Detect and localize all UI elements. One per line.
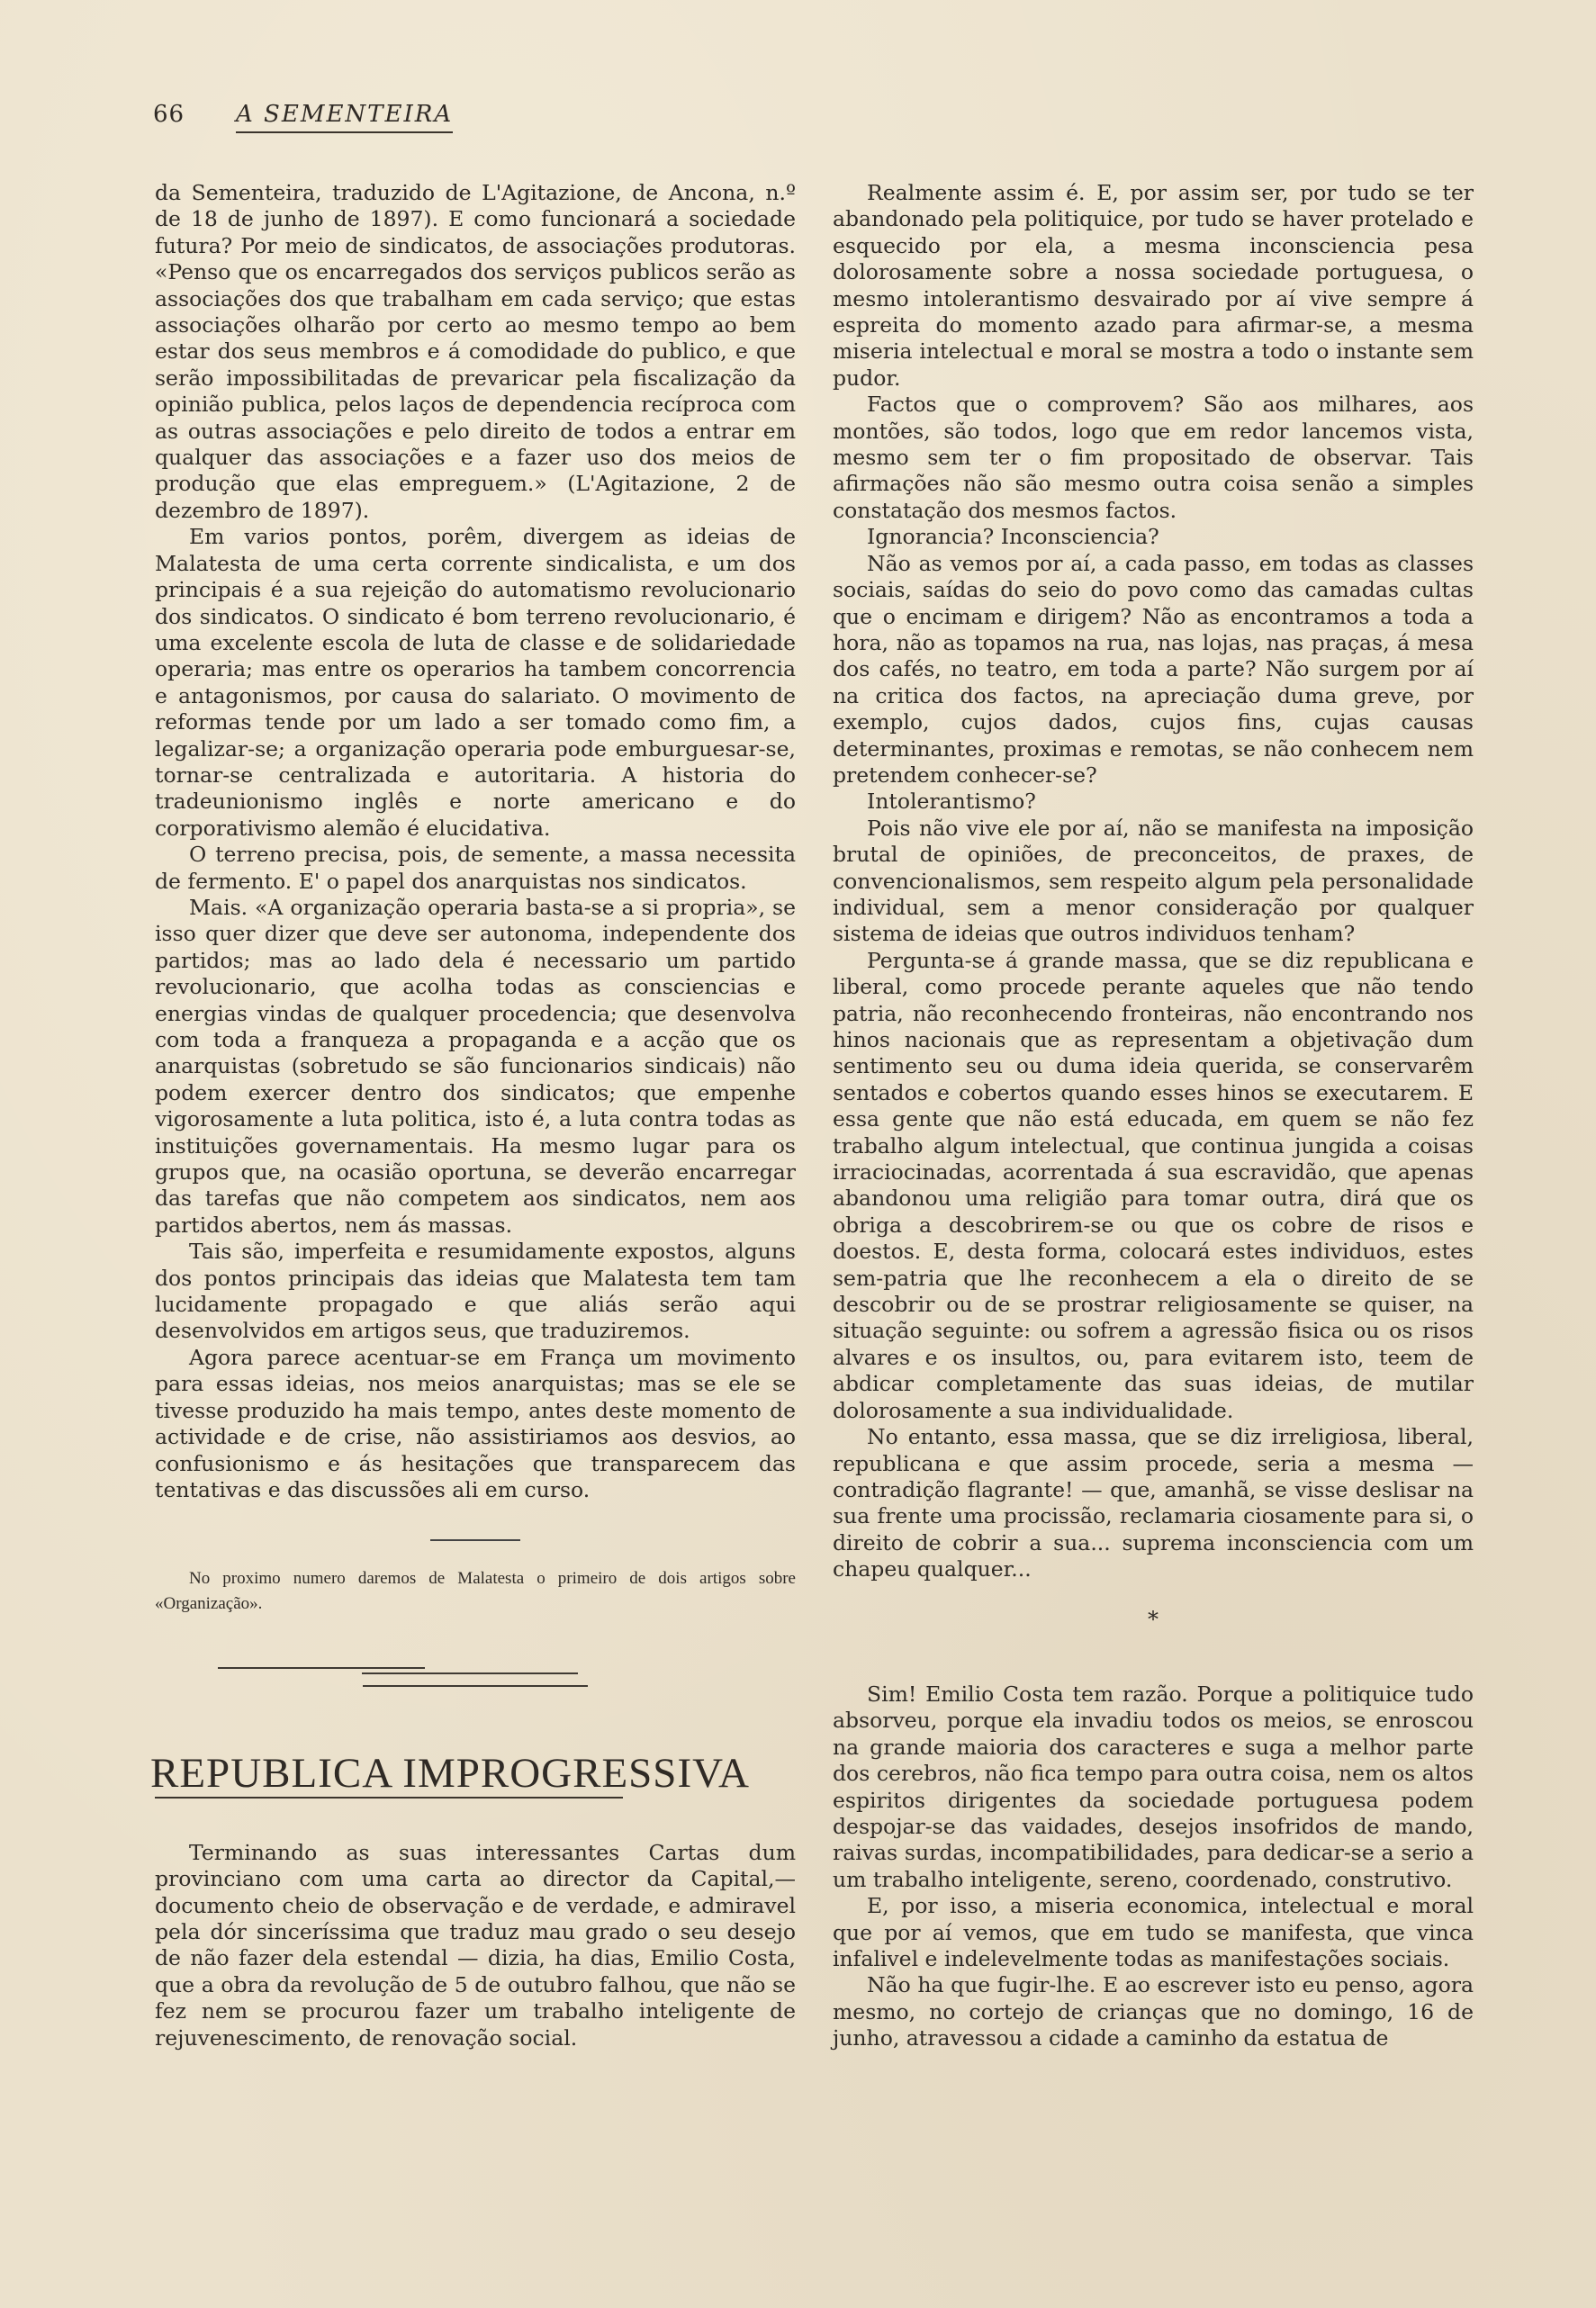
paragraph: Não as vemos por aí, a cada passo, em todas as classes sociais, saídas do seio do povo como das camadas cultas que o encimam e dirigem? Não as encontramos a toda a hora, não as topamos na rua, nas lojas, nas praças, á mesa dos cafés, no teatro, em toda a parte? Não surgem por aí na critica dos factos, na apreciação duma greve, por exemplo, cujos dados, cujos fins, cujas causas determinantes, proximas e remotas, se não conhecem nem pretendem conhecer-se? [833,550,1474,788]
paragraph: Em varios pontos, porêm, divergem as ideias de Malatesta de uma certa corrente sindicalista, e um dos principais é a sua rejeição do automatismo revolucionario dos sindicatos. O sindicato é bom terreno revolucionario, é uma excelente escola de luta de classe e de solidariedade operaria; mas entre os operarios ha tambem concorrencia e antagonismos, por causa do salariato. O movimento de reformas tende por um lado a ser tomado como fim, a legalizar-se; a organização operaria pode emburguesar-se, tornar-se centralizada e autoritaria. A historia do tradeunionismo inglês e norte americano e do corporativismo alemão é elucidativa. [155,524,796,841]
running-title: A SEMENTEIRA [236,101,453,133]
paragraph: Pergunta-se á grande massa, que se diz republicana e liberal, como procede perante aqueles que não tendo patria, não reconhecendo fronteiras, não encontrando nos hinos nacionais que as representam a objetivação dum sentimento seu ou duma ideia querida, se conservarêm sentados e cobertos quando esses hinos se executarem. E essa gente que não está educada, em quem se não fez trabalho algum intelectual, que continua jungida a coisas irraciocinadas, acorrentada á sua escravidão, que apenas abandonou uma religião para tomar outra, dirá que os obriga a descobrirem-se ou que os cobre de risos e doestos. E, desta forma, colocará estes individuos, estes sem-patria que lhe reconhecem a ela o direito de se descobrir ou de se prostrar religiosamente se quiser, na situação seguinte: ou sofrem a agressão fisica ou os risos alvares e os insultos, ou, para evitarem isto, teem de abdicar completamente das suas ideias, de mutilar dolorosamente a sua individualidade. [833,947,1474,1423]
paragraph: Pois não vive ele por aí, não se manifesta na imposição brutal de opiniões, de preconceitos, de praxes, de convencionalismos, sem respeito algum pela personalidade individual, sem a menor consideração por qualquer sistema de ideias que outros individuos tenham? [833,815,1474,947]
left-column [150,180,796,2051]
paragraph: da Sementeira, traduzido de L'Agitazione, de Ancona, n.º de 18 de junho de 1897). E como funcionará a sociedade futura? Por meio de sindicatos, de associações produtoras. «Penso que os encarregados dos serviços publicos serão as associações dos que trabalham em cada serviço; que estas associações olharão por certo ao mesmo tempo ao bem estar dos seus membros e á comodidade do publico, e que serão impossibilitadas de prevaricar pela fiscalização da opinião publica, pelos laços de dependencia recíproca com as outras associações e pelo direito de todos a entrar em qualquer das associações e a fazer uso dos meios de produção que elas empreguem.» (L'Agitazione, 2 de dezembro de 1897). [155,180,796,523]
editorial-note: No proximo numero daremos de Malatesta o primeiro de dois artigos sobre «Organização». [155,1569,796,1614]
page-header [153,101,1503,146]
right-column [833,180,1474,2052]
paragraph: Agora parece acentuar-se em França um movimento para essas ideias, nos meios anarquistas; mas se ele se tivesse produzido ha mais tempo, antes deste momento de actividade e de crise, não assistiriamos aos desvios, ao confusionismo e ás hesitações que transparecem das tentativas e das discussões ali em curso. [155,1344,796,1502]
paragraph: Tais são, imperfeita e resumidamente expostos, alguns dos pontos principais das ideias que Malatesta tem tam lucidamente propagado e que aliás serão aqui desenvolvidos em artigos seus, que traduziremos. [155,1239,796,1344]
section-title: REPUBLICA IMPROGRESSIVA [150,1750,750,1798]
paragraph: O terreno precisa, pois, de semente, a massa necessita de fermento. E' o papel dos anarquistas nos sindicatos. [155,842,796,894]
title-underline [155,1797,623,1799]
page-number: 66 [153,101,185,128]
paragraph: Intolerantismo? [867,789,1036,815]
section-separator: * [1148,1606,1159,1632]
paragraph: Não ha que fugir-lhe. E ao escrever isto eu penso, agora mesmo, no cortejo de crianças que no domingo, 16 de junho, atravessou a cidade a caminho da estatua de [833,1972,1474,2051]
section-divider [155,1667,796,1689]
divider [430,1539,520,1541]
paragraph: E, por isso, a miseria economica, intelectual e moral que por aí vemos, que em tudo se manifesta, que vinca infalivel e indelevelmente todas as manifestações sociais. [833,1893,1474,1971]
paragraph: Terminando as suas interessantes Cartas dum provinciano com uma carta ao director da Capital,— documento cheio de observação e de verdade, e admiravel pela dór sinceríssima que traduz mau grado o seu desejo de não fazer dela estendal — dizia, ha dias, Emilio Costa, que a obra da revolução de 5 de outubro falhou, que não se fez nem se procurou fazer um trabalho inteligente de rejuvenescimento, de renovação social. [155,1839,796,2051]
paragraph: Factos que o comprovem? São aos milhares, aos montões, são todos, logo que em redor lancemos vista, mesmo sem ter o fim propositado de observar. Tais afirmações não são mesmo outra coisa senão a simples constatação dos mesmos factos. [833,392,1474,523]
paragraph: No entanto, essa massa, que se diz irreligiosa, liberal, republicana e que assim procede, seria a mesma — contradição flagrante! — que, amanhã, se visse deslisar na sua frente uma procissão, reclamaria ciosamente para si, o direito de cobrir a sua... suprema inconsciencia com um chapeu qualquer... [833,1424,1474,1582]
paragraph: Realmente assim é. E, por assim ser, por tudo se ter abandonado pela politiquice, por tudo se haver protelado e esquecido por ela, a mesma inconsciencia pesa dolorosamente sobre a nossa sociedade portuguesa, o mesmo intolerantismo desvairado por aí vive sempre á espreita do momento azado para afirmar-se, a mesma miseria intelectual e moral se mostra a todo o instante sem pudor. [833,180,1474,391]
paragraph: Mais. «A organização operaria basta-se a si propria», se isso quer dizer que deve ser autonoma, independente dos partidos; mas ao lado dela é necessario um partido revolucionario, que acolha todas as consciencias e energias vindas de qualquer procedencia; que desenvolva com toda a franqueza a propaganda e a acção que os anarquistas (sobretudo se são funcionarios sindicais) não podem exercer dentro dos sindicatos; que empenhe vigorosamente a luta politica, isto é, a luta contra todas as instituições governamentais. Ha mesmo lugar para os grupos que, na ocasião oportuna, se deverão encarregar das tarefas que não competem aos sindicatos, nem aos partidos abertos, nem ás massas. [155,894,796,1238]
paragraph: Sim! Emilio Costa tem razão. Porque a politiquice tudo absorveu, porque ela invadiu todos os meios, se enroscou na grande maioria dos caracteres e suga a melhor parte dos cerebros, não fica tempo para outra coisa, nem os altos espiritos dirigentes da sociedade portuguesa podem despojar-se das vaidades, desejos insofridos de mando, raivas surdas, incompatibilidades, para dedicar-se a serio a um trabalho inteligente, sereno, coordenado, construtivo. [833,1681,1474,1892]
paragraph: Ignorancia? Inconsciencia? [867,524,1159,550]
